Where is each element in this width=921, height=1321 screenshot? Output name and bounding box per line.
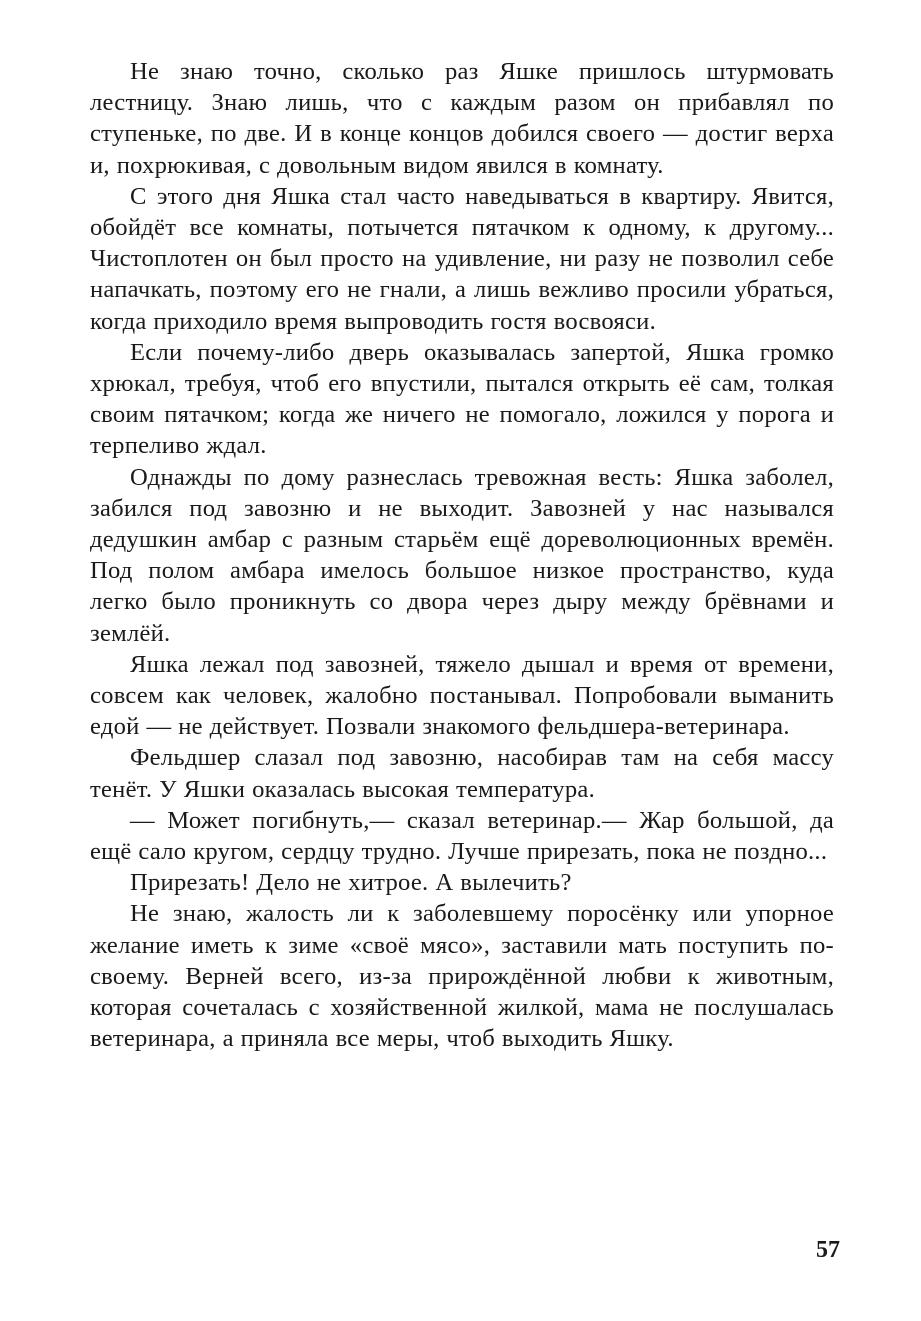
paragraph-5: Яшка лежал под завозней, тяжело дышал и время от времени, совсем как человек, жалобно постанывал. Попробовали выманить едой — не действует. Позвали знакомого фельдшера-ветеринара. [90, 650, 834, 741]
page-number: 57 [816, 1237, 840, 1263]
paragraph-2: С этого дня Яшка стал часто наведываться в квартиру. Явится, обойдёт все комнаты, потычется пятачком к одному, к другому... Чистоплотен он был просто на удивление, ни разу не позволил себе напачкать, поэтому его не гнали, а лишь вежливо просили убраться, когда приходило время выпроводить гостя восвояси. [90, 182, 834, 335]
paragraph-9: Не знаю, жалость ли к заболевшему поросёнку или упорное желание иметь к зиме «своё мясо», заставили мать поступить по-своему. Верней всего, из-за прирождённой любви к животным, которая сочеталась с хозяйственной жилкой, мама не послушалась ветеринара, а приняла все меры, чтоб выходить Яшку. [90, 900, 834, 1053]
paragraph-8: Прирезать! Дело не хитрое. А вылечить? [130, 869, 572, 897]
paragraph-4: Однажды по дому разнеслась тревожная весть: Яшка заболел, забился под завозню и не выходит. Завозней у нас назывался дедушкин амбар с разным старьём ещё дореволюционных времён. Под полом амбара имелось большое низкое пространство, куда легко было проникнуть со двора через дыру между брёвнами и землёй. [90, 463, 834, 647]
paragraph-3: Если почему-либо дверь оказывалась запертой, Яшка громко хрюкал, требуя, чтоб его впустили, пытался открыть её сам, толкая своим пятачком; когда же ничего не помогало, ложился у порога и терпеливо ждал. [90, 338, 834, 460]
page-body [90, 56, 834, 1055]
paragraph-7: — Может погибнуть,— сказал ветеринар.— Жар большой, да ещё сало кругом, сердцу трудно. Лучше прирезать, пока не поздно... [90, 806, 834, 866]
paragraph-1: Не знаю точно, сколько раз Яшке пришлось штурмовать лестницу. Знаю лишь, что с каждым разом он прибавлял по ступеньке, по две. И в конце концов добился своего — достиг верха и, похрюкивая, с довольным видом явился в комнату. [90, 58, 834, 179]
paragraph-6: Фельдшер слазал под завозню, насобирав там на себя массу тенёт. У Яшки оказалась высокая температура. [90, 744, 834, 803]
